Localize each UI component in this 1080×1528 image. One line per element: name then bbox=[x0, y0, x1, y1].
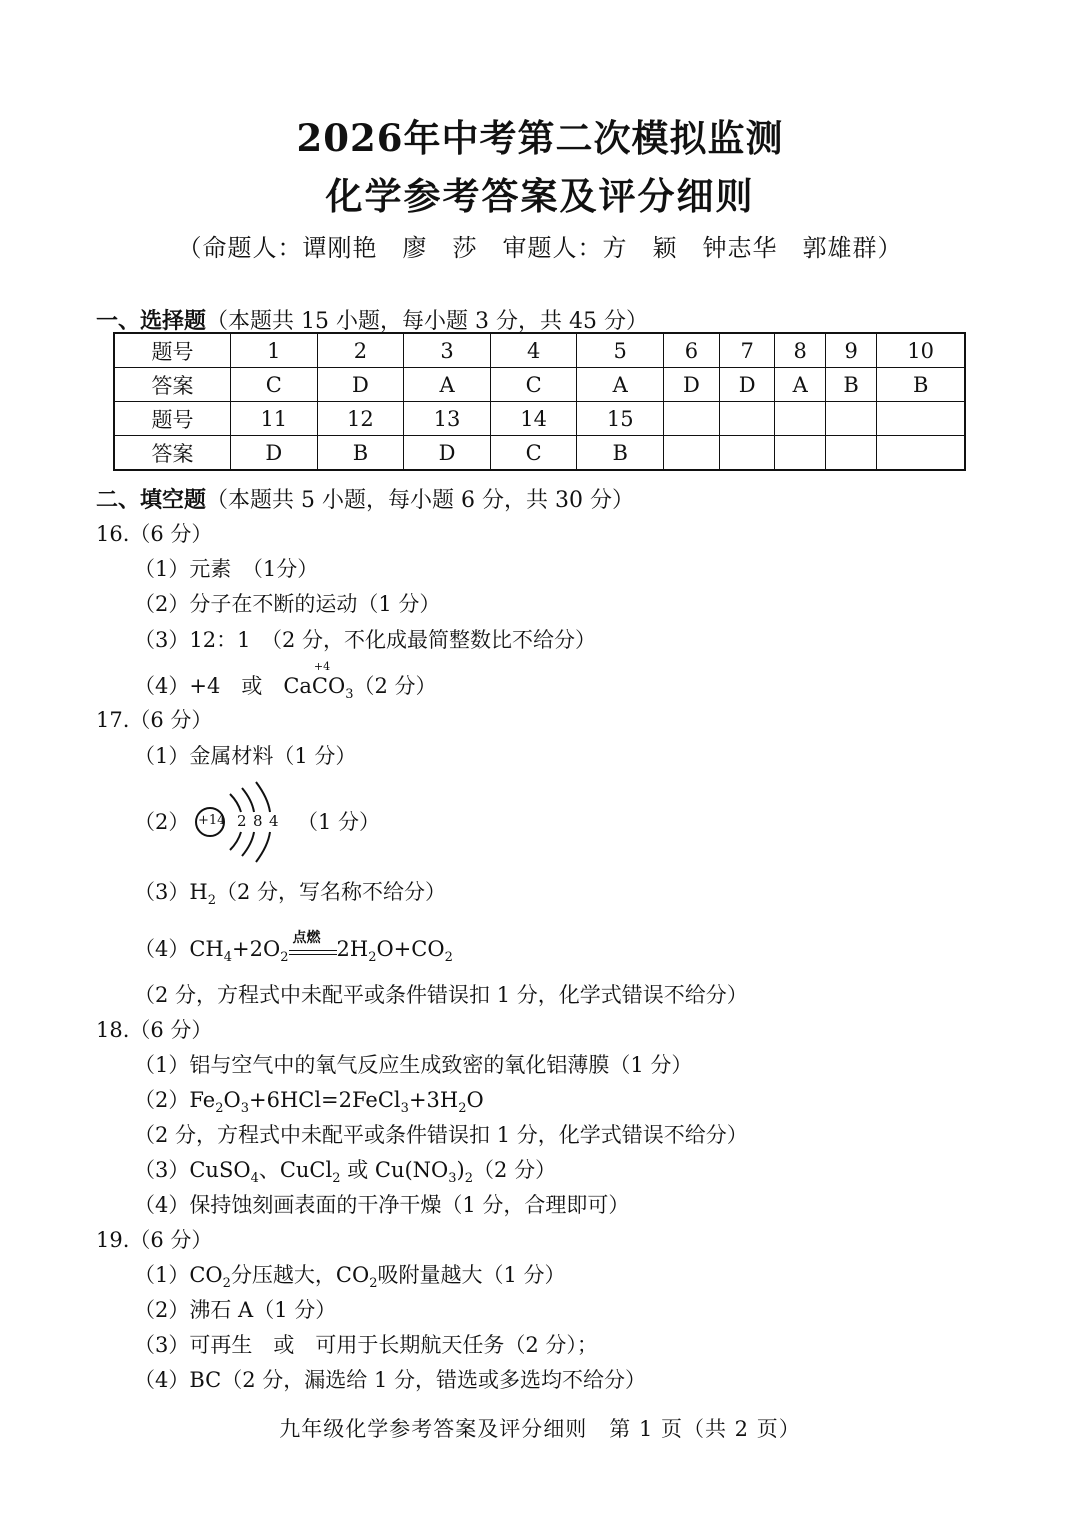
table-cell: C bbox=[490, 436, 577, 471]
q19-answer-2: （2）沸石 A（1 分） bbox=[134, 1298, 337, 1322]
table-cell bbox=[775, 436, 826, 471]
table-cell bbox=[775, 402, 826, 436]
shell-3: 4 bbox=[269, 812, 279, 830]
table-row bbox=[114, 368, 965, 402]
q18-answer-1: （1）铝与空气中的氧气反应生成致密的氧化铝薄膜（1 分） bbox=[134, 1053, 693, 1077]
table-cell: B bbox=[577, 436, 664, 471]
q18-answer-3: （3）CuSO$_4$、CuCl$_2$ 或 $Cu(NO_3)_2(2$ 分） bbox=[134, 1158, 557, 1187]
table-row bbox=[114, 333, 965, 368]
table-cell: 14 bbox=[490, 402, 577, 436]
q18-note: （2 分，方程式中未配平或条件错误扣 1 分，化学式错误不给分） bbox=[134, 1123, 748, 1147]
q17-answer-2: （2） bbox=[134, 810, 190, 834]
table-cell: C bbox=[490, 368, 577, 402]
q16-answer-1: （1）元素 （1分） bbox=[134, 557, 319, 581]
shell-2: 8 bbox=[253, 812, 263, 830]
q19-answer-1: $(1)CO_2$分压越大，$CO_2$吸附量越大（1 分） bbox=[134, 1263, 566, 1292]
row-label: 题号 bbox=[114, 402, 231, 436]
page-footer: 九年级化学参考答案及评分细则 第 1 页（共 2 页） bbox=[279, 1417, 801, 1441]
table-cell: D bbox=[404, 436, 491, 471]
table-cell: A bbox=[775, 368, 826, 402]
q18-answer-4: （4）保持蚀刻画表面的干净干燥（1 分，合理即可） bbox=[134, 1193, 630, 1217]
q17-answer-1: （1）金属材料（1 分） bbox=[134, 744, 357, 768]
table-cell bbox=[877, 436, 965, 471]
q19-answer-4: （4）BC（2 分，漏选给 1 分，错选或多选均不给分） bbox=[134, 1368, 646, 1392]
table-cell: 1 bbox=[231, 333, 318, 368]
table-cell: 9 bbox=[825, 333, 876, 368]
section1-heading: 一、选择题（本题共 15 小题，每小题 3 分，共 45 分） bbox=[96, 308, 648, 334]
table-cell: 11 bbox=[231, 402, 318, 436]
table-cell: 2 bbox=[317, 333, 404, 368]
question-16-title: 16.（6 分） bbox=[96, 522, 213, 546]
table-cell: 15 bbox=[577, 402, 664, 436]
nucleus-charge: +14 bbox=[198, 813, 226, 828]
q16-answer-3: （3）12：1 （2 分，不化成最简整数比不给分） bbox=[134, 628, 596, 652]
table-row bbox=[114, 436, 965, 471]
table-cell: C bbox=[231, 368, 318, 402]
table-cell: D bbox=[719, 368, 775, 402]
table-cell: D bbox=[231, 436, 318, 471]
table-cell: B bbox=[825, 368, 876, 402]
table-cell: 3 bbox=[404, 333, 491, 368]
table-cell: 12 bbox=[317, 402, 404, 436]
table-cell: D bbox=[317, 368, 404, 402]
table-cell: A bbox=[404, 368, 491, 402]
table-cell bbox=[719, 436, 775, 471]
shell-1: 2 bbox=[237, 812, 247, 830]
table-cell bbox=[877, 402, 965, 436]
section2-heading: 二、填空题（本题共 5 小题，每小题 6 分，共 30 分） bbox=[96, 487, 634, 513]
table-cell: 13 bbox=[404, 402, 491, 436]
q17-answer-4: $(4)CH_4+2O_2$ 点燃 $2H_2O+CO_2$ bbox=[134, 930, 453, 966]
row-label: 题号 bbox=[114, 333, 231, 368]
table-cell: B bbox=[877, 368, 965, 402]
row-label: 答案 bbox=[114, 368, 231, 402]
table-cell: 10 bbox=[877, 333, 965, 368]
page-subtitle: 化学参考答案及评分细则 bbox=[325, 174, 755, 218]
table-cell: 8 bbox=[775, 333, 826, 368]
q17-answer-2-score: （1 分） bbox=[297, 810, 381, 834]
q18-answer-2: $(2)Fe_2O_3+6HCl=2FeCl_3+3H_2O$ bbox=[134, 1088, 484, 1117]
table-cell: A bbox=[577, 368, 664, 402]
table-cell bbox=[664, 402, 720, 436]
table-cell bbox=[825, 402, 876, 436]
q16-answer-2: （2）分子在不断的运动（1 分） bbox=[134, 592, 441, 616]
q16-answer-4: （4）+4 或 Ca +4 $CO_3(2$ 分） bbox=[134, 660, 437, 703]
reaction-arrow: 点燃 bbox=[289, 946, 337, 955]
row-label: 答案 bbox=[114, 436, 231, 471]
q17-note: （2 分，方程式中未配平或条件错误扣 1 分，化学式错误不给分） bbox=[134, 983, 748, 1007]
page-title: 2026年中考第二次模拟监测 bbox=[296, 116, 784, 160]
table-cell bbox=[664, 436, 720, 471]
q19-answer-3: （3）可再生 或 可用于长期航天任务（2 分）； bbox=[134, 1333, 598, 1357]
table-cell: 4 bbox=[490, 333, 577, 368]
table-cell: B bbox=[317, 436, 404, 471]
table-cell: 6 bbox=[664, 333, 720, 368]
answer-table bbox=[113, 332, 966, 471]
q17-answer-3: $(3)H_2(2$ 分，写名称不给分） bbox=[134, 880, 447, 909]
table-cell: D bbox=[664, 368, 720, 402]
question-18-title: 18.（6 分） bbox=[96, 1018, 213, 1042]
table-row bbox=[114, 402, 965, 436]
table-cell bbox=[719, 402, 775, 436]
question-19-title: 19.（6 分） bbox=[96, 1228, 213, 1252]
authors-line: （命题人：谭刚艳 廖 莎 审题人：方 颖 钟志华 郭雄群） bbox=[177, 234, 903, 262]
valence-label: +4 bbox=[313, 660, 331, 673]
table-cell: 7 bbox=[719, 333, 775, 368]
question-17-title: 17.（6 分） bbox=[96, 708, 213, 732]
table-cell bbox=[825, 436, 876, 471]
table-cell: 5 bbox=[577, 333, 664, 368]
